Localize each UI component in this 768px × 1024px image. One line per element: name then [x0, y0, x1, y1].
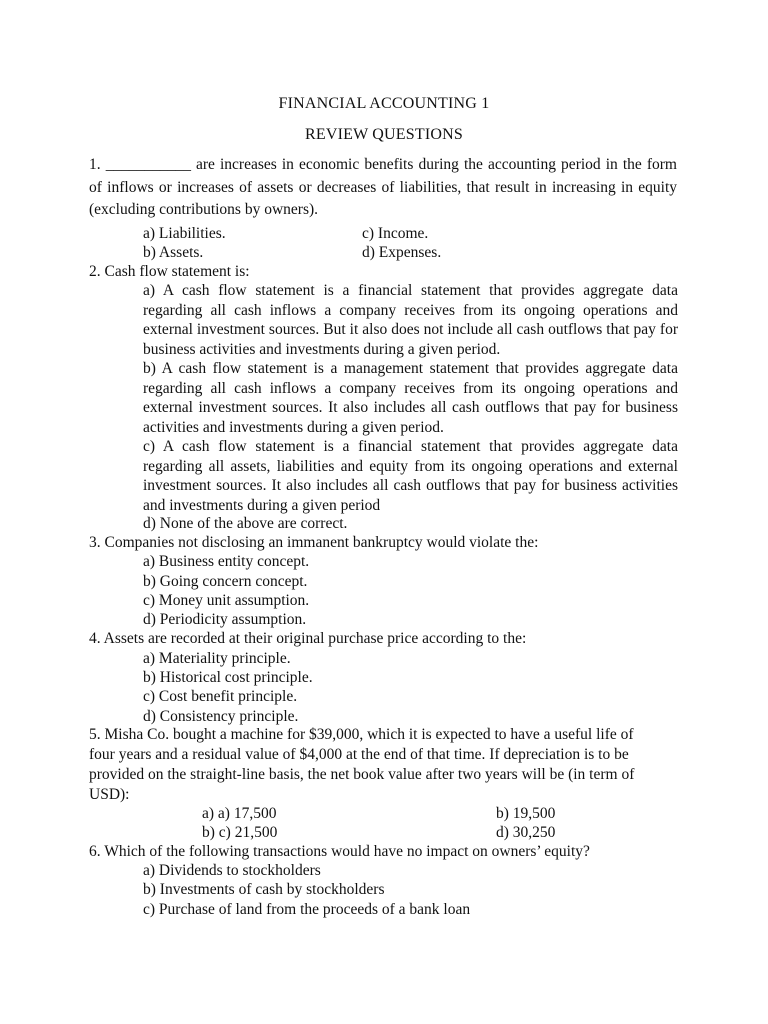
- question-2-option-c: c) A cash flow statement is a financial statement that provides aggregate data regarding all assets, liabilities and equity from its ongoing operations and external investment sources. It also includes all cash outflows that pay for business activities and investments during a given period: [143, 438, 678, 514]
- question-3-option-a: a) Business entity concept.: [143, 553, 310, 570]
- question-1-option-a: a) Liabilities.: [143, 225, 226, 242]
- question-2-stem: 2. Cash flow statement is:: [89, 263, 250, 280]
- question-3-option-d: d) Periodicity assumption.: [143, 611, 307, 628]
- question-2-option-a: a) A cash flow statement is a financial statement that provides aggregate data regarding all cash inflows a company receives from its ongoing operations and external investment sources. But it also does not include all cash outflows that pay for business activities and investments during a given period.: [143, 282, 678, 358]
- question-4-option-c: c) Cost benefit principle.: [143, 688, 298, 705]
- question-6-option-a: a) Dividends to stockholders: [143, 862, 321, 879]
- question-3-option-b: b) Going concern concept.: [143, 573, 308, 590]
- question-2-option-b: b) A cash flow statement is a management statement that provides aggregate data regarding all cash inflows a company receives from its ongoing operations and external investment sources. It also includes all cash outflows that pay for business activities and investments during a given period.: [143, 360, 678, 436]
- question-4-stem: 4. Assets are recorded at their original purchase price according to the:: [89, 630, 527, 647]
- question-3-option-c: c) Money unit assumption.: [143, 592, 310, 609]
- question-5-stem-line: 5. Misha Co. bought a machine for $39,000, which it is expected to have a useful life of: [89, 726, 634, 743]
- question-4-option-d: d) Consistency principle.: [143, 708, 299, 725]
- question-2-option-d: d) None of the above are correct.: [143, 515, 348, 532]
- question-1-option-d: d) Expenses.: [362, 244, 442, 261]
- question-1-option-c: c) Income.: [362, 225, 429, 242]
- document-title: FINANCIAL ACCOUNTING 1: [278, 95, 490, 112]
- question-5-option-b: b) 19,500: [496, 805, 556, 822]
- question-1-option-b: b) Assets.: [143, 244, 204, 261]
- question-4-option-b: b) Historical cost principle.: [143, 669, 313, 686]
- question-1-stem: 1. ___________ are increases in economic benefits during the accounting period in the form of inflows or increases of assets or decreases of liabilities, that result in increasing in equity (excluding contributions by owners).: [89, 156, 677, 218]
- question-5-stem-line: USD):: [89, 786, 130, 803]
- question-5-option-d: d) 30,250: [496, 824, 556, 841]
- question-6-option-b: b) Investments of cash by stockholders: [143, 881, 385, 898]
- document-subtitle: REVIEW QUESTIONS: [304, 126, 463, 143]
- question-5-stem-line: four years and a residual value of $4,000 at the end of that time. If depreciation is to be: [89, 746, 629, 763]
- question-3-stem: 3. Companies not disclosing an immanent bankruptcy would violate the:: [89, 534, 539, 551]
- question-5-stem-line: provided on the straight-line basis, the net book value after two years will be (in term of: [89, 766, 635, 783]
- question-6-option-c: c) Purchase of land from the proceeds of a bank loan: [143, 901, 471, 918]
- question-5-option-a: a) a) 17,500: [202, 805, 277, 822]
- question-4-option-a: a) Materiality principle.: [143, 650, 291, 667]
- question-5-option-c: b) c) 21,500: [202, 824, 278, 841]
- question-6-stem: 6. Which of the following transactions would have no impact on owners’ equity?: [89, 843, 590, 860]
